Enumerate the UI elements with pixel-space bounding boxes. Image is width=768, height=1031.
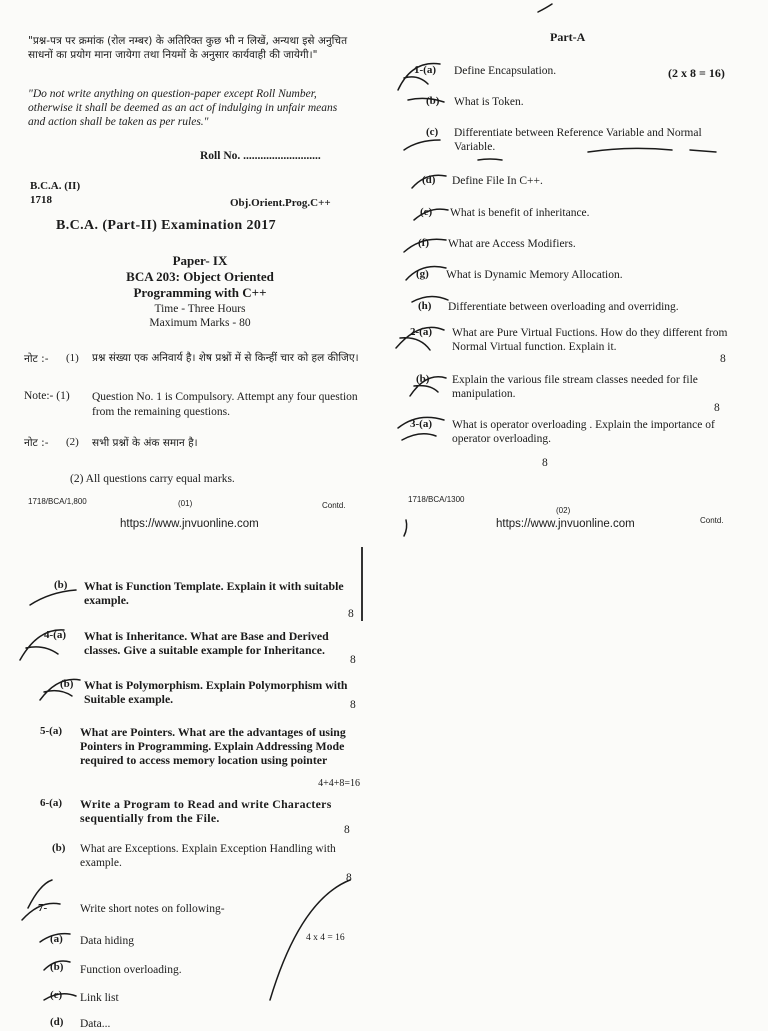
question-label: (b)	[52, 842, 66, 854]
footer-contd: Contd.	[322, 501, 346, 510]
question-marks: 8	[346, 872, 352, 884]
question-label: 1-(a)	[414, 64, 436, 76]
list-item-label: (d)	[50, 1016, 64, 1028]
question-text: Differentiate between Reference Variable and Normal Variable.	[454, 127, 702, 153]
question-marks: 8	[714, 402, 720, 414]
question-marks: 8	[720, 353, 726, 365]
paper-number: Paper- IX	[172, 253, 228, 268]
english-instruction: "Do not write anything on question-paper except Roll Number, otherwise it shall be deemed as an act of indulging in unfair means and action shall be taken as per rules."	[28, 88, 338, 128]
list-item: Data...	[80, 1018, 111, 1030]
question-text: Define File In C++.	[452, 175, 543, 187]
list-item-label: (c)	[50, 989, 63, 1001]
exam-duration: Time - Three Hours	[154, 303, 246, 315]
question-label: (f)	[418, 237, 429, 249]
question-text: Differentiate between overloading and overriding.	[448, 301, 679, 313]
part-heading: Part-A	[550, 30, 586, 44]
list-item: Data hiding	[80, 935, 134, 947]
note-2-hindi-label: नोट :-	[24, 437, 49, 449]
question-text: What is Polymorphism. Explain Polymorphism with Suitable example.	[84, 678, 348, 706]
exam-title: B.C.A. (Part-II) Examination 2017	[56, 218, 277, 233]
question-text: What is Dynamic Memory Allocation.	[446, 269, 623, 281]
question-text: Define Encapsulation.	[454, 65, 557, 77]
question-marks: 8	[542, 457, 548, 469]
question-label: 2-(a)	[410, 326, 432, 338]
question-marks: 8	[344, 824, 350, 836]
question-label: (b)	[426, 95, 440, 107]
question-text: What is Inheritance. What are Base and Derived classes. Give a suitable example for Inheritance.	[84, 629, 329, 657]
question-text: Explain the various file stream classes needed for file manipulation.	[452, 374, 698, 400]
question-label: (b)	[416, 373, 430, 385]
footer-code: 1718/BCA/1,800	[28, 497, 87, 506]
question-text: What are Pure Virtual Fuctions. How do they different from Normal Virtual function. Explain it.	[452, 327, 728, 353]
roll-number-line: Roll No. ...........................	[200, 150, 321, 162]
subject-short-name: Obj.Orient.Prog.C++	[230, 197, 331, 209]
footer-page-number: (01)	[178, 499, 193, 508]
paper-name-line-1: BCA 203: Object Oriented	[126, 269, 274, 284]
list-item: Link list	[80, 992, 119, 1004]
short-notes-marks: 4 x 4 = 16	[306, 933, 345, 943]
question-text: What is operator overloading . Explain the importance of operator overloading.	[452, 419, 715, 445]
list-item: Function overloading.	[80, 964, 182, 976]
question-paper-page-3	[0, 545, 380, 1030]
question-label: (b)	[54, 579, 68, 591]
page-edge-line	[361, 547, 363, 621]
question-label: (d)	[422, 174, 436, 186]
footer-page-number: (02)	[556, 506, 571, 515]
note-2-hindi-text: सभी प्रश्नों के अंक समान है।	[92, 437, 198, 449]
paper-name-line-2: Programming with C++	[133, 285, 267, 300]
note-1-hindi-number: (1)	[66, 352, 79, 364]
note-1-hindi-text: प्रश्न संख्या एक अनिवार्य है। शेष प्रश्नों में से किन्हीं चार को हल कीजिए।	[92, 352, 359, 364]
website-link[interactable]: https://www.jnvuonline.com	[120, 518, 259, 530]
question-paper-page-2	[390, 0, 768, 545]
question-label: 7-	[38, 902, 48, 914]
question-text: Write short notes on following-	[80, 903, 225, 915]
note-1-hindi-label: नोट :-	[24, 353, 49, 365]
course-code: B.C.A. (II)	[30, 180, 81, 192]
footer-contd: Contd.	[700, 516, 724, 525]
website-link[interactable]: https://www.jnvuonline.com	[496, 518, 635, 530]
question-label: (e)	[420, 206, 433, 218]
note-1-english-text: Question No. 1 is Compulsory. Attempt any four question from the remaining questions.	[92, 391, 358, 418]
list-item-label: (a)	[50, 933, 63, 945]
question-text: What is benefit of inheritance.	[450, 207, 590, 219]
question-marks: 8	[348, 608, 354, 620]
short-notes-list	[0, 925, 380, 1030]
question-text: What are Pointers. What are the advantages of using Pointers in Programming. Explain Addressing Mode required to access memory location using pointer	[80, 725, 346, 767]
maximum-marks: Maximum Marks - 80	[149, 317, 251, 329]
question-text: Write a Program to Read and write Characters sequentially from the File.	[80, 797, 332, 825]
hindi-instruction: "प्रश्न-पत्र पर क्रमांक (रोल नम्बर) के अतिरिक्त कुछ भी न लिखें, अन्यथा इसे अनुचित साधनों का प्रयोग माना जायेगा तथा नियमों के अनुसार कार्यवाही की जायेगी।"	[28, 35, 348, 61]
question-label: (h)	[418, 300, 432, 312]
question-label: (c)	[426, 126, 439, 138]
question-marks: 8	[350, 654, 356, 666]
paper-code: 1718	[30, 194, 52, 206]
question-paper-page-1	[0, 0, 372, 545]
part-a-marks: (2 x 8 = 16)	[668, 66, 725, 80]
question-text: What are Access Modifiers.	[448, 238, 576, 250]
question-label: 4-(a)	[44, 629, 66, 641]
note-2-english: (2) All questions carry equal marks.	[70, 473, 235, 485]
footer-code: 1718/BCA/1300	[408, 495, 465, 504]
question-text: What is Token.	[454, 96, 524, 108]
question-label: 6-(a)	[40, 797, 62, 809]
question-label: (g)	[416, 268, 429, 280]
question-text: What is Function Template. Explain it with suitable example.	[84, 579, 344, 607]
question-marks: 8	[350, 699, 356, 711]
list-item-label: (b)	[50, 961, 64, 973]
question-marks: 4+4+8=16	[318, 778, 360, 789]
question-label: 3-(a)	[410, 418, 432, 430]
question-label: (b)	[60, 678, 74, 690]
question-list	[390, 0, 768, 500]
question-text: What are Exceptions. Explain Exception Handling with example.	[80, 843, 336, 869]
note-2-hindi-number: (2)	[66, 436, 79, 448]
note-1-english-label: Note:- (1)	[24, 390, 70, 402]
question-label: 5-(a)	[40, 725, 62, 737]
